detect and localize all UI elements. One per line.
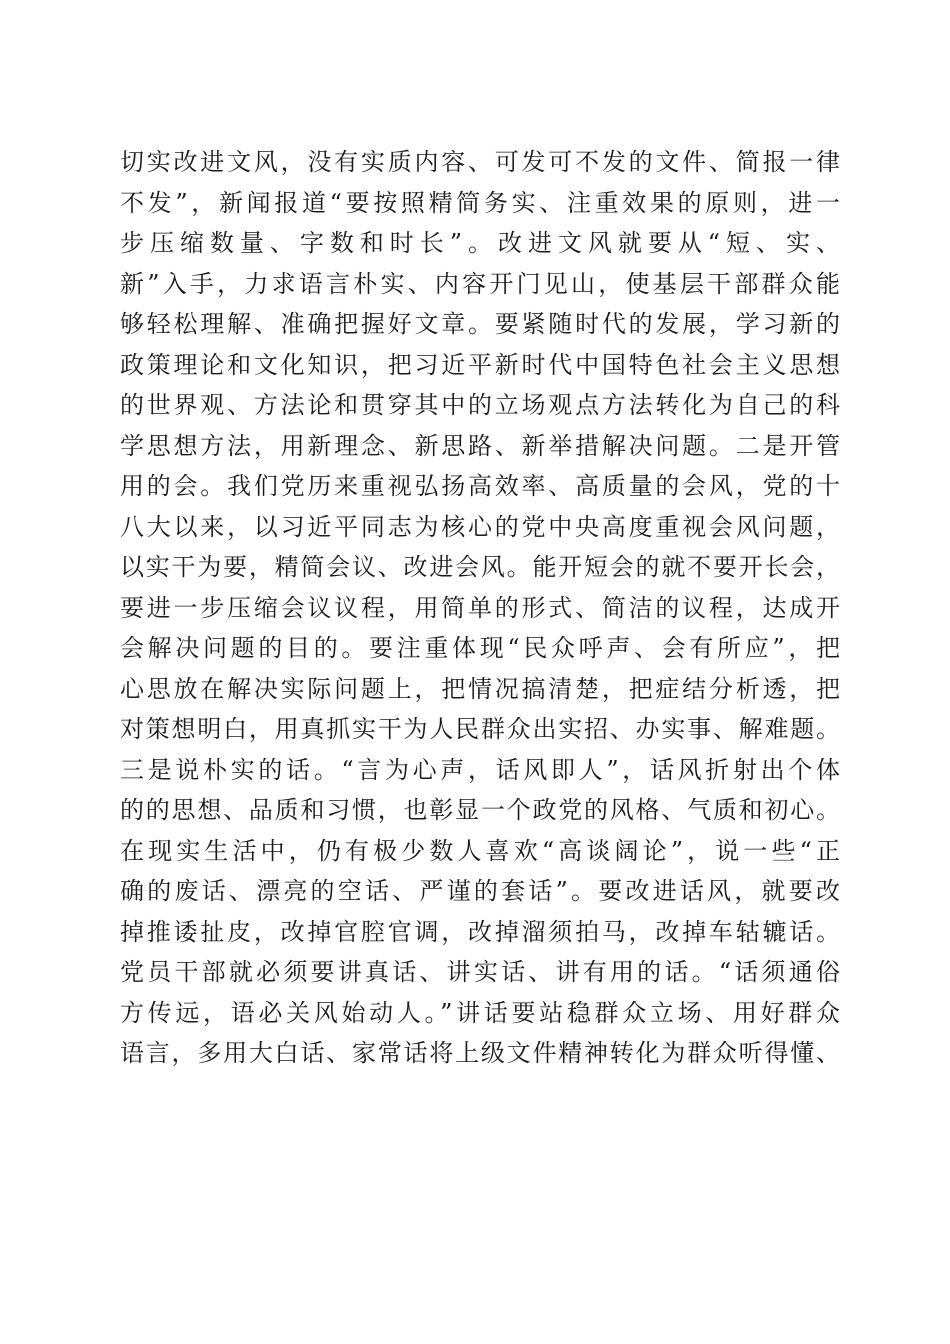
text-line: 心思放在解决实际问题上，把情况搞清楚，把症结分析透，把	[120, 674, 840, 703]
body-text	[120, 142, 840, 1074]
text-line: 学思想方法，用新理念、新思路、新举措解决问题。二是开管	[120, 431, 840, 460]
text-line: 八大以来，以习近平同志为核心的党中央高度重视会风问题，	[120, 512, 840, 541]
text-line: 步压缩数量、字数和时长”。改进文风就要从“短、实、	[120, 229, 840, 257]
text-line: 的世界观、方法论和贯穿其中的立场观点方法转化为自己的科	[120, 391, 840, 419]
text-line: 掉推诿扯皮，改掉官腔官调，改掉溜须拍马，改掉车轱辘话。	[120, 917, 840, 946]
text-line: 方传远，语必关风始动人。”讲话要站稳群众立场、用好群众	[120, 998, 840, 1027]
text-line: 会解决问题的目的。要注重体现“民众呼声、会有所应”，把	[120, 634, 840, 662]
text-line: 确的废话、漂亮的空话、严谨的套话”。要改进话风，就要改	[120, 877, 840, 905]
text-line: 用的会。我们党历来重视弘扬高效率、高质量的会风，党的十	[120, 472, 840, 500]
text-line: 要进一步压缩会议议程，用简单的形式、简洁的议程，达成开	[120, 593, 840, 622]
text-line: 不发”，新闻报道“要按照精简务实、注重效果的原则，进一	[120, 188, 840, 217]
text-line: 对策想明白，用真抓实干为人民群众出实招、办实事、解难题。	[120, 715, 840, 743]
text-line: 够轻松理解、准确把握好文章。要紧随时代的发展，学习新的	[120, 310, 840, 338]
text-line: 的的思想、品质和习惯，也彰显一个政党的风格、气质和初心。	[120, 796, 840, 824]
text-line: 切实改进文风，没有实质内容、可发可不发的文件、简报一律	[120, 148, 840, 176]
text-line: 政策理论和文化知识，把习近平新时代中国特色社会主义思想	[120, 350, 840, 379]
text-line: 党员干部就必须要讲真话、讲实话、讲有用的话。“话须通俗	[120, 958, 840, 986]
text-line: 三是说朴实的话。“言为心声，话风即人”，话风折射出个体	[120, 755, 840, 784]
text-line: 语言，多用大白话、家常话将上级文件精神转化为群众听得懂、	[120, 1039, 840, 1067]
text-line: 以实干为要，精简会议、改进会风。能开短会的就不要开长会，	[120, 553, 840, 581]
text-line: 在现实生活中，仍有极少数人喜欢“高谈阔论”，说一些“正	[120, 836, 840, 865]
text-line: 新”入手，力求语言朴实、内容开门见山，使基层干部群众能	[120, 269, 840, 298]
